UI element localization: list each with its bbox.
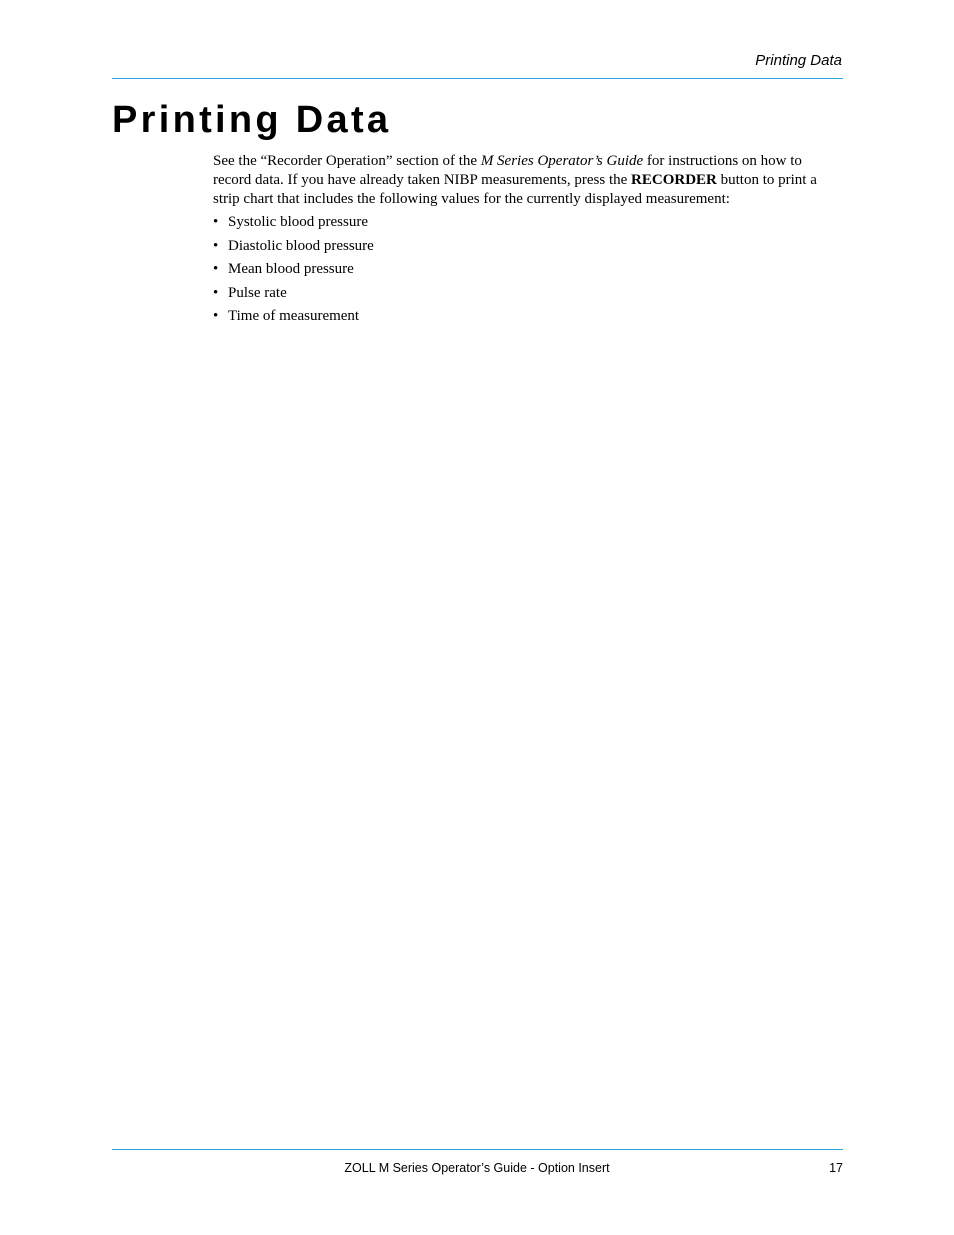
footer-title: ZOLL M Series Operator’s Guide - Option Insert <box>344 1161 610 1175</box>
bullet-icon: • <box>213 237 219 254</box>
page-title: Printing Data <box>112 99 392 141</box>
list-item-text: Time of measurement <box>228 308 360 324</box>
intro-text-2: for instructions on how to record data. If you have already taken NIBP measurements, press the <box>213 153 802 188</box>
header-rule <box>112 78 843 79</box>
page-number: 17 <box>829 1161 843 1175</box>
bullet-icon: • <box>213 261 219 277</box>
body-text <box>213 152 843 331</box>
list-item-text: Systolic blood pressure <box>228 214 368 230</box>
list-item <box>213 213 843 232</box>
list-item <box>213 237 843 256</box>
list-item-text: Pulse rate <box>228 284 287 301</box>
bullet-icon: • <box>213 284 219 301</box>
intro-text-3: button to print a strip chart that includes the following values for the currently displayed measurement: <box>213 172 817 207</box>
list-item-text: Diastolic blood pressure <box>228 237 374 254</box>
measurement-values-list <box>213 213 843 326</box>
list-item <box>213 260 843 279</box>
list-item <box>213 307 843 326</box>
running-header: Printing Data <box>755 52 842 69</box>
guide-title: M Series Operator’s Guide <box>480 153 644 169</box>
list-item <box>213 284 843 303</box>
intro-paragraph <box>213 152 843 209</box>
list-item-text: Mean blood pressure <box>228 261 354 277</box>
recorder-button-name: RECORDER <box>631 172 717 188</box>
intro-text-1: See the “Recorder Operation” section of the <box>213 153 481 169</box>
bullet-icon: • <box>213 308 219 324</box>
bullet-icon: • <box>213 214 219 230</box>
footer-rule <box>112 1149 843 1150</box>
